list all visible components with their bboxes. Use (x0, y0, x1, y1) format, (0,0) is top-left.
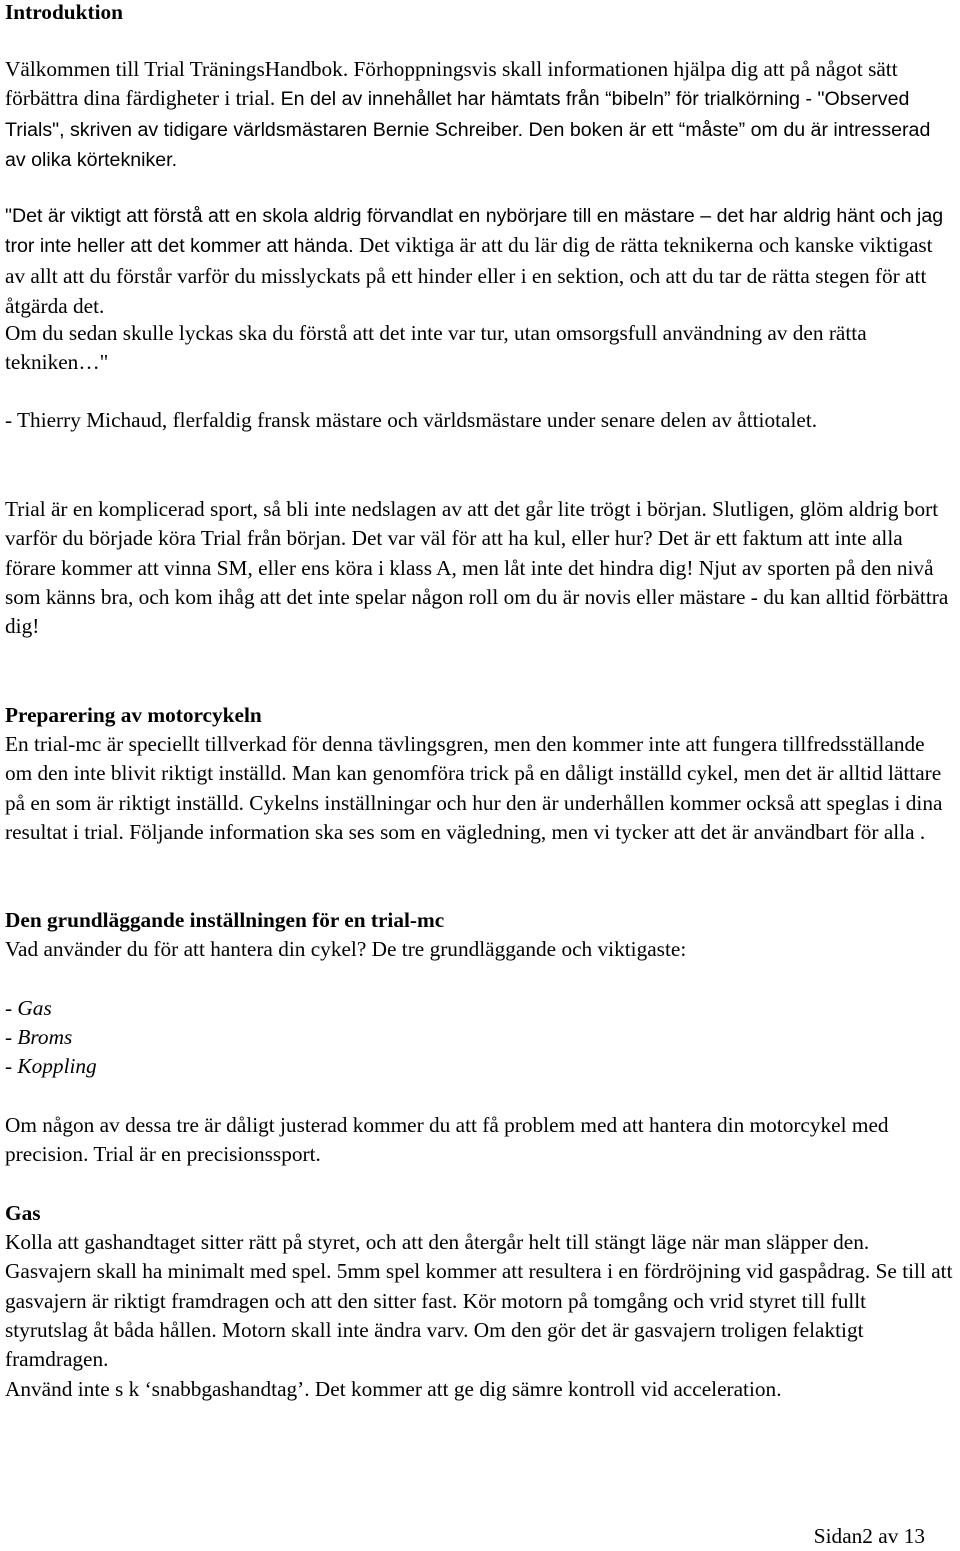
prep-paragraph: En trial-mc är speciellt tillverkad för denna tävlingsgren, men den kommer inte att fungera tillfredsställande om den inte blivit riktigt inställd. Man kan genomföra trick på en dåligt inställd cykel, men det är alltid lättare på en som är riktigt inställd. Cykelns inställningar och hur den är underhållen kommer också att speglas i dina resultat i trial. Följande information ska ses som en vägledning, men vi tycker att det är användbart för alla . (5, 732, 943, 844)
page-number: Sidan2 av 13 (813, 1524, 925, 1548)
gas-paragraph: Kolla att gashandtaget sitter rätt på styret, och att den återgår helt till stängt läge när man släpper den. Gasvajern skall ha minimalt med spel. 5mm spel kommer att resultera i en fördröjning vid gaspådrag. Se till att gasvajern är riktigt framdragen och att den sitter fast. Kör motorn på tomgång och vrid styret till fullt styrutslag åt båda hållen. Motorn skall inte ändra varv. Om den gör det är gasvajern troligen felaktigt framdragen. (5, 1230, 953, 1372)
list-item-gas: - Gas (5, 996, 52, 1020)
basic-paragraph: Vad använder du för att hantera din cykel? De tre grundläggande och viktigaste: (5, 937, 687, 961)
list-item-broms: - Broms (5, 1025, 73, 1049)
list-item-koppling: - Koppling (5, 1054, 97, 1078)
gas-heading: Gas (5, 1201, 41, 1225)
intro-heading: Introduktion (5, 0, 123, 24)
quote-paragraph (5, 202, 953, 322)
intro-text-serif: Välkommen till Trial TräningsHandbok. Förhoppningsvis skall informationen hjälpa dig att på något sätt förbättra dina färdigheter i trial. (5, 57, 898, 111)
prep-heading: Preparering av motorcykeln (5, 703, 262, 727)
intro-paragraph (5, 55, 953, 175)
closing-paragraph: Trial är en komplicerad sport, så bli inte nedslagen av att det går lite trögt i början. Slutligen, glöm aldrig bort varför du började köra Trial från början. Det var väl för att ha kul, eller hur? Det är ett faktum att inte alla förare kommer att vinna SM, eller ens köra i klass A, men låt inte det hindra dig! Njut av sporten på den nivå som känns bra, och kom ihåg att det inte spelar någon roll om du är novis eller mästare - du kan alltid förbättra dig! (5, 497, 949, 639)
intro-text-sans: En del av innehållet har hämtats från “bibeln” för trialkörning - "Observed Trials", skriven av tidigare världsmästaren Bernie Schreiber. Den boken är ett “måste” om du är intresserad av olika körtekniker. (5, 88, 931, 171)
gas-last-line: Använd inte s k ‘snabbgashandtag’. Det kommer att ge dig sämre kontroll vid acceleration. (5, 1377, 782, 1401)
quote-text-serif: Det viktiga är att du lär dig de rätta teknikerna och kanske viktigast av allt att du förstår varför du misslyckats på ett hinder eller i en sektion, och att du tar de rätta stegen för att åtgärda det. (5, 233, 933, 318)
basic-after-paragraph: Om någon av dessa tre är dåligt justerad kommer du att få problem med att hantera din motorcykel med precision. Trial är en precisionssport. (5, 1113, 889, 1167)
quote-ending: Om du sedan skulle lyckas ska du förstå att det inte var tur, utan omsorgsfull användning av den rätta tekniken…" (5, 321, 867, 375)
quote-attribution: - Thierry Michaud, flerfaldig fransk mästare och världsmästare under senare delen av åttiotalet. (5, 408, 818, 432)
basic-heading: Den grundläggande inställningen för en trial-mc (5, 908, 445, 932)
quote-text-sans: "Det är viktigt att förstå att en skola aldrig förvandlat en nybörjare till en mästare – det har aldrig hänt och jag tror inte heller att det kommer att hända. (5, 205, 944, 258)
